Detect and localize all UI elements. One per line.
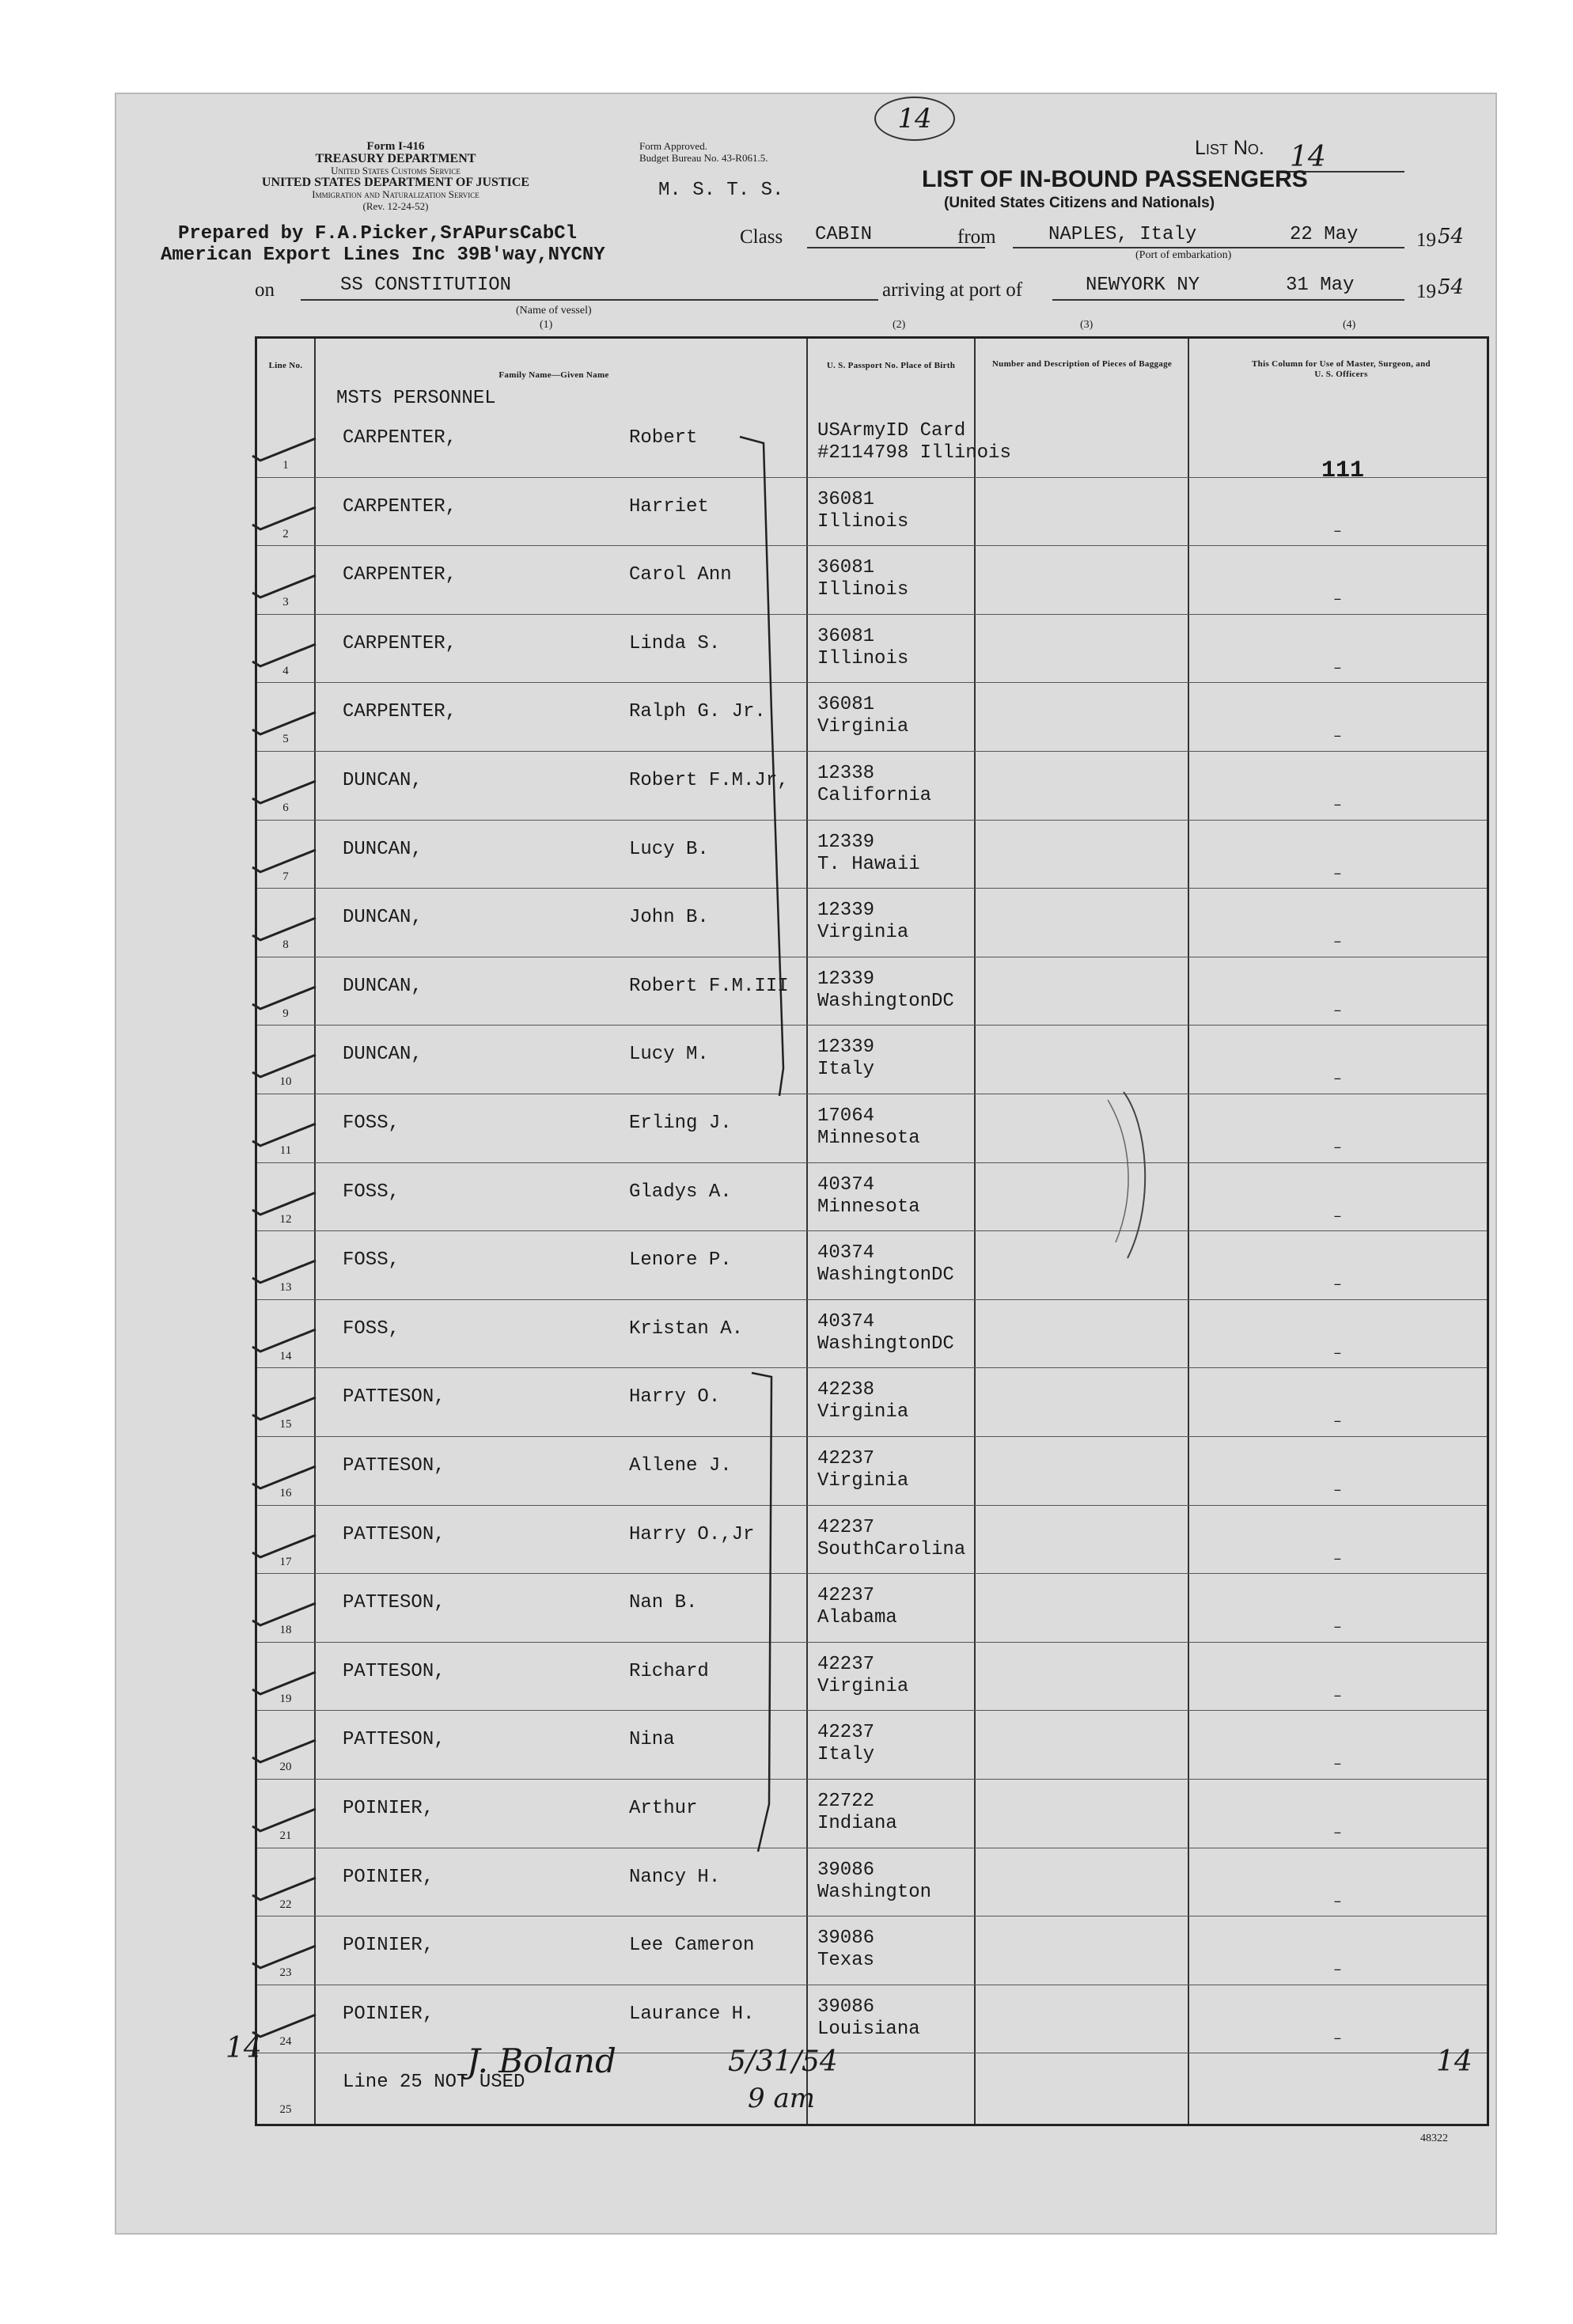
family-name: CARPENTER, bbox=[343, 427, 457, 449]
line-number: 24 bbox=[279, 2034, 292, 2048]
birth-place: Virginia bbox=[817, 1470, 909, 1492]
arr-year-prefix: 19 bbox=[1416, 281, 1436, 302]
from-label: from bbox=[957, 226, 996, 248]
officer-mark: – bbox=[1333, 2030, 1342, 2047]
from-value: NAPLES, Italy bbox=[1048, 224, 1197, 245]
given-name: Erling J. bbox=[629, 1113, 732, 1134]
top-page-note-text: 14 bbox=[897, 103, 932, 135]
officer-mark: – bbox=[1333, 1071, 1342, 1088]
given-name: Ralph G. Jr. bbox=[629, 701, 766, 723]
birth-place: Illinois bbox=[817, 510, 909, 533]
given-name: Arthur bbox=[629, 1798, 698, 1819]
line-number: 3 bbox=[282, 596, 289, 609]
birth-place: Virginia bbox=[817, 716, 909, 738]
officer-mark: – bbox=[1333, 1208, 1342, 1225]
family-name: POINIER, bbox=[343, 1798, 434, 1819]
dep-year: 54 bbox=[1438, 225, 1465, 248]
officer-mark: – bbox=[1333, 798, 1342, 813]
family-name: FOSS, bbox=[343, 1249, 400, 1272]
msts-label: M. S. T. S. bbox=[658, 180, 784, 201]
sign-date: 5/31/54 bbox=[728, 2045, 838, 2078]
dep-year-prefix: 19 bbox=[1416, 229, 1436, 251]
passport-no: 17064 bbox=[817, 1105, 875, 1127]
given-name: Richard bbox=[629, 1660, 709, 1682]
col-header-passport: U. S. Passport No. Place of Birth bbox=[826, 361, 956, 370]
class-label: Class bbox=[740, 226, 783, 248]
birth-place: Alabama bbox=[817, 1607, 897, 1629]
passport-no: 42238 bbox=[817, 1379, 875, 1401]
officer-mark: – bbox=[1333, 660, 1342, 677]
birth-place: Virginia bbox=[817, 1401, 909, 1424]
line-number: 1 bbox=[282, 459, 289, 472]
vessel-name: SS CONSTITUTION bbox=[340, 275, 512, 296]
list-no-value: 14 bbox=[1290, 141, 1326, 173]
on-label: on bbox=[255, 279, 275, 301]
birth-place: Minnesota bbox=[817, 1196, 920, 1218]
birth-place: California bbox=[817, 785, 932, 806]
family-name: PATTESON, bbox=[343, 1729, 445, 1751]
family-name: CARPENTER, bbox=[343, 632, 457, 654]
family-name: DUNCAN, bbox=[343, 1044, 423, 1066]
col-header-name: Family Name—Given Name bbox=[498, 370, 609, 380]
passport-no: 42237 bbox=[817, 1653, 875, 1675]
form-subtitle: (United States Citizens and Nationals) bbox=[944, 195, 1215, 211]
birth-place: Louisiana bbox=[817, 2018, 920, 2040]
family-name: DUNCAN, bbox=[343, 975, 423, 997]
line-number: 6 bbox=[282, 802, 289, 814]
given-name: Robert bbox=[629, 427, 698, 449]
port-embark-caption: (Port of embarkation) bbox=[1135, 249, 1232, 261]
passport-no: 36081 bbox=[817, 625, 875, 647]
officer-mark: – bbox=[1333, 1345, 1342, 1362]
given-name: Laurance H. bbox=[629, 2003, 755, 2025]
birth-place: Indiana bbox=[817, 1813, 897, 1834]
given-name: Robert F.M.III bbox=[629, 975, 789, 997]
family-name: PATTESON, bbox=[343, 1523, 445, 1545]
passport-no: 12338 bbox=[817, 763, 875, 784]
form-approved: Form Approved. bbox=[639, 140, 707, 152]
family-name: Line 25 NOT USED bbox=[343, 2072, 525, 2094]
officer-mark: – bbox=[1333, 1140, 1342, 1156]
prepared-by: Prepared by F.A.Picker,SrAPursCabCl bbox=[178, 223, 578, 245]
arr-year: 54 bbox=[1438, 275, 1465, 299]
given-name: Harriet bbox=[629, 495, 709, 517]
sign-time: 9 am bbox=[748, 2083, 815, 2114]
footer-code: 48322 bbox=[1420, 2133, 1448, 2144]
given-name: Harry O. bbox=[629, 1386, 721, 1408]
birth-place: WashingtonDC bbox=[817, 1333, 954, 1355]
given-name: Lee Cameron bbox=[629, 1935, 755, 1957]
officer-mark: – bbox=[1333, 1551, 1342, 1568]
arrival-port: NEWYORK NY bbox=[1086, 275, 1200, 296]
form-customs: United States Customs Service bbox=[331, 165, 461, 176]
line-number: 4 bbox=[282, 664, 289, 677]
given-name: Carol Ann bbox=[629, 564, 732, 586]
form-justice: UNITED STATES DEPARTMENT OF JUSTICE bbox=[261, 176, 530, 189]
line-number: 18 bbox=[279, 1624, 292, 1637]
passport-no: 39086 bbox=[817, 1996, 875, 2018]
family-name: PATTESON, bbox=[343, 1592, 445, 1614]
family-name: CARPENTER, bbox=[343, 495, 457, 517]
family-name: POINIER, bbox=[343, 1935, 434, 1957]
line-number: 16 bbox=[279, 1487, 292, 1499]
family-name: POINIER, bbox=[343, 1866, 434, 1888]
officer-mark: – bbox=[1333, 1962, 1342, 1979]
birth-place: Minnesota bbox=[817, 1128, 920, 1149]
line-number: 13 bbox=[279, 1281, 292, 1295]
line-number: 20 bbox=[279, 1761, 292, 1774]
line-number: 17 bbox=[279, 1555, 292, 1568]
passport-no: 42237 bbox=[817, 1722, 875, 1744]
officer-mark: – bbox=[1333, 729, 1342, 745]
passport-no: 12339 bbox=[817, 900, 875, 922]
passport-no: USArmyID Card bbox=[817, 420, 966, 442]
left-count: 14 bbox=[226, 2032, 262, 2064]
family-name: PATTESON, bbox=[343, 1455, 445, 1477]
line-number: 14 bbox=[279, 1349, 292, 1363]
birth-place: Italy bbox=[817, 1744, 875, 1766]
birth-place: Virginia bbox=[817, 922, 909, 944]
line-number: 7 bbox=[282, 870, 289, 883]
officer-mark: – bbox=[1333, 1277, 1342, 1294]
col-header-line: Line No. bbox=[268, 361, 303, 370]
birth-place: Illinois bbox=[817, 579, 909, 601]
signature: J. Boland bbox=[467, 2042, 616, 2080]
given-name: Gladys A. bbox=[629, 1181, 732, 1203]
family-name: PATTESON, bbox=[343, 1660, 445, 1682]
given-name: Nancy H. bbox=[629, 1866, 721, 1888]
family-name: CARPENTER, bbox=[343, 564, 457, 586]
line-number: 22 bbox=[279, 1897, 292, 1911]
passport-no: 40374 bbox=[817, 1173, 875, 1196]
birth-place: Illinois bbox=[817, 647, 909, 669]
line-number: 11 bbox=[279, 1144, 292, 1157]
passport-no: 40374 bbox=[817, 1242, 875, 1264]
agent-line: American Export Lines Inc 39B'way,NYCNY bbox=[161, 245, 605, 266]
officer-mark: – bbox=[1333, 1688, 1342, 1704]
family-name: FOSS, bbox=[343, 1317, 400, 1340]
given-name: Harry O.,Jr bbox=[629, 1523, 755, 1545]
given-name: John B. bbox=[629, 907, 709, 929]
birth-place: T. Hawaii bbox=[817, 853, 920, 875]
list-no-label: List No. bbox=[1195, 137, 1264, 159]
family-name: DUNCAN, bbox=[343, 838, 423, 860]
officer-mark: – bbox=[1333, 1825, 1342, 1841]
family-name: CARPENTER, bbox=[343, 701, 457, 723]
passport-no: 40374 bbox=[817, 1310, 875, 1333]
class-value: CABIN bbox=[815, 224, 873, 245]
birth-place: SouthCarolina bbox=[817, 1538, 966, 1560]
given-name: Linda S. bbox=[629, 632, 721, 654]
line-number: 21 bbox=[279, 1829, 292, 1842]
right-count: 14 bbox=[1436, 2045, 1473, 2078]
passport-no: 12339 bbox=[817, 831, 875, 853]
line-number: 9 bbox=[282, 1007, 289, 1020]
given-name: Kristan A. bbox=[629, 1317, 744, 1340]
passport-no: 22722 bbox=[817, 1791, 875, 1812]
given-name: Nan B. bbox=[629, 1592, 698, 1614]
passport-no: 42237 bbox=[817, 1516, 875, 1538]
form-title: LIST OF IN-BOUND PASSENGERS bbox=[922, 166, 1308, 192]
birth-place: #2114798 Illinois bbox=[817, 442, 1011, 464]
birth-place: WashingtonDC bbox=[817, 1264, 954, 1287]
family-name: DUNCAN, bbox=[343, 907, 423, 929]
form-number: Form I-416 bbox=[366, 140, 425, 153]
given-name: Lenore P. bbox=[629, 1249, 732, 1272]
given-name: Lucy B. bbox=[629, 838, 709, 860]
col-num-2: (2) bbox=[893, 319, 906, 331]
family-name: DUNCAN, bbox=[343, 770, 423, 791]
group-label: MSTS PERSONNEL bbox=[336, 388, 496, 409]
form-budget: Budget Bureau No. 43-R061.5. bbox=[639, 152, 768, 164]
form-ins: Immigration and Naturalization Service bbox=[312, 188, 479, 200]
passport-no: 42237 bbox=[817, 1448, 875, 1469]
passport-no: 12339 bbox=[817, 968, 875, 990]
officer-mark: – bbox=[1333, 1620, 1342, 1636]
officer-mark: – bbox=[1333, 866, 1342, 882]
officer-mark: – bbox=[1333, 935, 1342, 951]
officer-mark: – bbox=[1333, 1003, 1342, 1019]
line-number: 10 bbox=[279, 1075, 292, 1089]
col-num-3: (3) bbox=[1080, 319, 1094, 331]
officer-mark: – bbox=[1333, 1414, 1342, 1431]
col-header-officers: This Column for Use of Master, Surgeon, and U. S. Officers bbox=[1252, 359, 1431, 379]
dep-day-month: 22 May bbox=[1290, 224, 1359, 245]
given-name: Nina bbox=[629, 1729, 675, 1751]
col-num-4: (4) bbox=[1343, 319, 1356, 331]
family-name: FOSS, bbox=[343, 1181, 400, 1203]
line-number: 25 bbox=[279, 2103, 292, 2117]
form-department: TREASURY DEPARTMENT bbox=[315, 152, 476, 165]
birth-place: WashingtonDC bbox=[817, 990, 954, 1012]
line-number: 15 bbox=[279, 1418, 292, 1431]
officer-mark: – bbox=[1333, 1894, 1342, 1910]
passport-no: 42237 bbox=[817, 1585, 875, 1607]
family-name: FOSS, bbox=[343, 1113, 400, 1134]
birth-place: Italy bbox=[817, 1059, 875, 1081]
passport-no: 39086 bbox=[817, 1859, 875, 1881]
given-name: Robert F.M.Jr, bbox=[629, 770, 789, 791]
family-name: POINIER, bbox=[343, 2003, 434, 2025]
officer-mark: – bbox=[1333, 1757, 1342, 1773]
line-number: 19 bbox=[279, 1692, 292, 1705]
line-number: 12 bbox=[279, 1212, 292, 1226]
passport-no: 36081 bbox=[817, 488, 875, 510]
officer-mark: – bbox=[1333, 592, 1342, 608]
col-num-1: (1) bbox=[540, 319, 553, 331]
line-number: 8 bbox=[282, 938, 289, 952]
officer-mark: 111 bbox=[1321, 457, 1365, 484]
vessel-caption: (Name of vessel) bbox=[516, 305, 592, 317]
passport-no: 39086 bbox=[817, 1928, 875, 1950]
birth-place: Texas bbox=[817, 1950, 875, 1972]
col-header-baggage: Number and Description of Pieces of Baggage bbox=[991, 359, 1173, 369]
line-number: 2 bbox=[282, 527, 289, 540]
birth-place: Washington bbox=[817, 1881, 932, 1903]
officer-mark: – bbox=[1333, 523, 1342, 540]
line-number: 5 bbox=[282, 733, 289, 746]
birth-place: Virginia bbox=[817, 1675, 909, 1697]
passport-no: 36081 bbox=[817, 694, 875, 716]
family-name: PATTESON, bbox=[343, 1386, 445, 1408]
passport-no: 36081 bbox=[817, 557, 875, 579]
form-revision: (Rev. 12-24-52) bbox=[362, 200, 429, 212]
passport-no: 12339 bbox=[817, 1037, 875, 1059]
given-name: Allene J. bbox=[629, 1455, 732, 1477]
arr-day-month: 31 May bbox=[1286, 275, 1355, 296]
line-number: 23 bbox=[279, 1966, 292, 1980]
given-name: Lucy M. bbox=[629, 1044, 709, 1066]
arriving-label: arriving at port of bbox=[882, 279, 1023, 301]
officer-mark: – bbox=[1333, 1483, 1342, 1499]
